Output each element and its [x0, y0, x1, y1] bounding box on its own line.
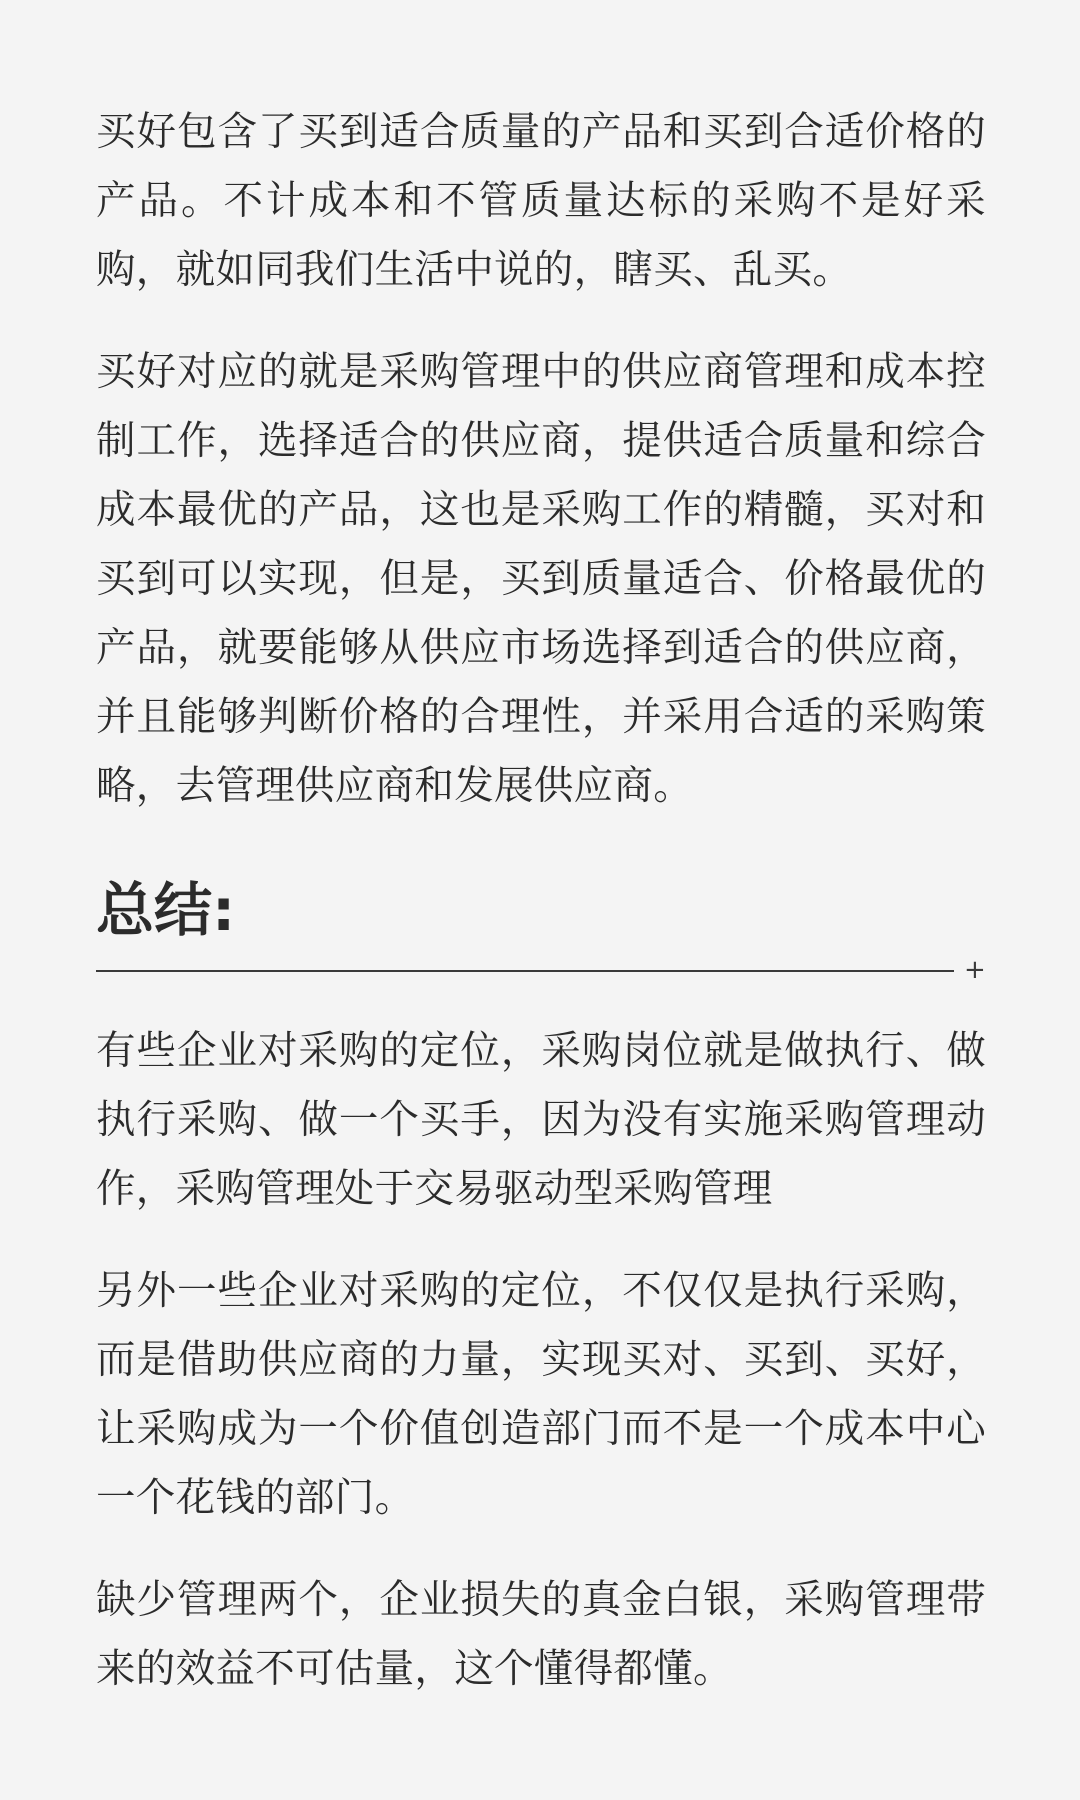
intro-section — [96, 98, 986, 821]
summary-paragraph-3: 缺少管理两个，企业损失的真金白银，采购管理带来的效益不可估量，这个懂得都懂。 — [96, 1577, 986, 1692]
intro-paragraph-1: 买好包含了买到适合质量的产品和买到合适价格的产品。不计成本和不管质量达标的采购不是好采购，就如同我们生活中说的，瞎买、乱买。 — [96, 109, 986, 293]
summary-paragraph-2: 另外一些企业对采购的定位，不仅仅是执行采购，而是借助供应商的力量，实现买对、买到、买好，让采购成为一个价值创造部门而不是一个成本中心一个花钱的部门。 — [96, 1268, 986, 1521]
summary-heading: 总结: — [96, 876, 236, 944]
plus-icon: + — [964, 955, 986, 985]
summary-paragraph-1: 有些企业对采购的定位，采购岗位就是做执行、做执行采购、做一个买手，因为没有实施采购管理动作，采购管理处于交易驱动型采购管理 — [96, 1028, 986, 1212]
section-divider — [96, 970, 954, 972]
summary-section — [96, 1017, 986, 1704]
intro-paragraph-2: 买好对应的就是采购管理中的供应商管理和成本控制工作，选择适合的供应商，提供适合质量和综合成本最优的产品，这也是采购工作的精髓，买对和买到可以实现，但是，买到质量适合、价格最优的产品，就要能够从供应市场选择到适合的供应商，并且能够判断价格的合理性，并采用合适的采购策略，去管理供应商和发展供应商。 — [96, 349, 986, 809]
